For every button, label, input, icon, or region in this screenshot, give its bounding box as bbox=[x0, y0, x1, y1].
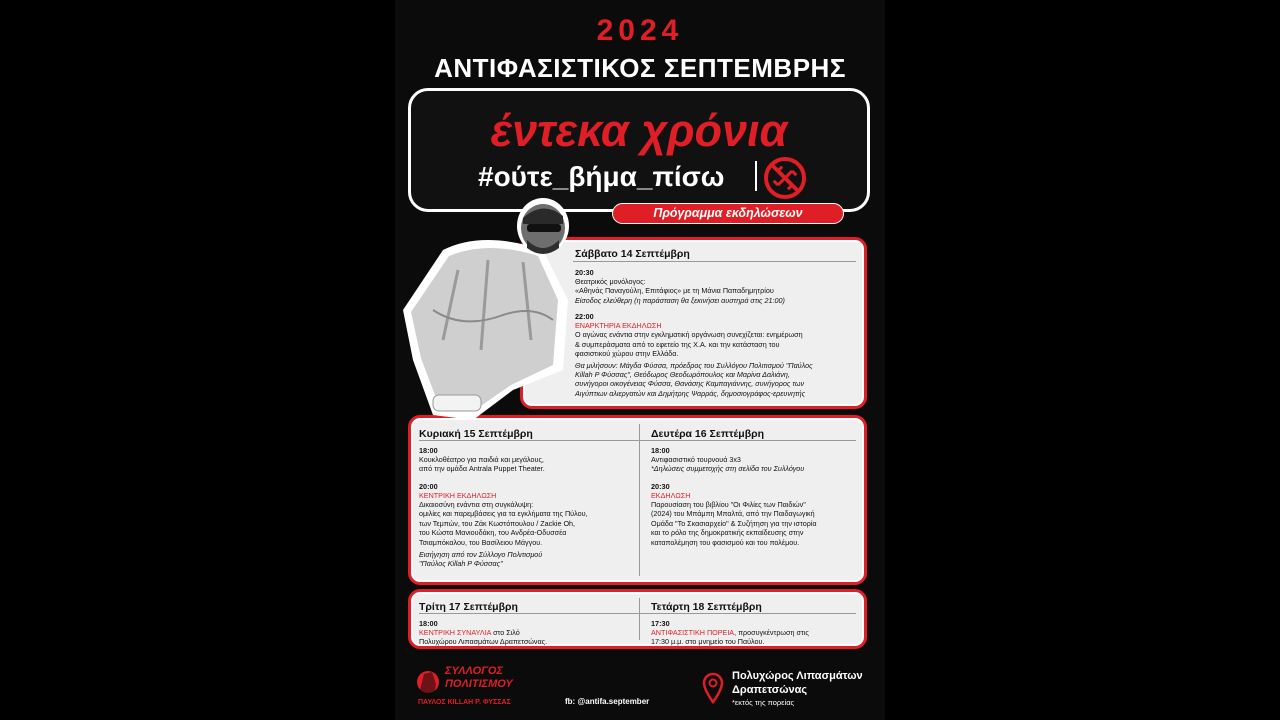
event-note: Εισήγηση από τον Σύλλογο Πολιτισμού bbox=[419, 549, 543, 559]
event-speakers: Θα μιλήσουν: Μάγδα Φύσσα, πρόεδρος του Συλλόγου Πολιτισμού "Παύλος bbox=[575, 360, 813, 370]
venue-line1: Πολυχώρος Λιπασμάτων bbox=[732, 670, 863, 682]
event-text: Ο αγώνας ενάντια στην εγκληματική οργάνωση συνεχίζεται: ενημέρωση bbox=[575, 330, 803, 340]
sunday-monday-card bbox=[408, 415, 867, 585]
event-poster bbox=[395, 0, 885, 720]
event-title: ΚΕΝΤΡΙΚΗ ΕΚΔΗΛΩΣΗ bbox=[419, 490, 497, 500]
poster-headline: ΑΝΤΙΦΑΣΙΣΤΙΚΟΣ ΣΕΠΤΕΜΒΡΗΣ bbox=[434, 53, 846, 83]
event-title: ΕΝΑΡΚΤΗΡΙΑ ΕΚΔΗΛΩΣΗ bbox=[575, 321, 662, 331]
venue-note: *εκτός της πορείας bbox=[732, 698, 795, 707]
event-text: του Κώστα Μανιουδάκη, του Ανδρέα-Οδυσσέα bbox=[419, 528, 567, 538]
event-title: ΕΚΔΗΛΩΣΗ bbox=[651, 490, 691, 500]
event-speakers: συνήγοροι οικογένειας Φύσσα, Θανάσης Καμπαγιάννης, συνήγορος των bbox=[575, 379, 805, 389]
venue-name bbox=[732, 670, 863, 698]
event-text: (2024) του Μπάμπη Μπαλτά, από την Παιδαγωγική bbox=[651, 509, 815, 519]
venue-line2: Δραπετσώνας bbox=[732, 683, 808, 696]
event-text: Θεατρικός μονόλογος: bbox=[575, 277, 646, 286]
column-divider bbox=[639, 424, 640, 576]
sunday-day: Κυριακή 15 Σεπτέμβρη bbox=[419, 428, 533, 440]
event-text: ομιλίες και παρεμβάσεις για τα εγκλήματα της Πύλου, bbox=[419, 509, 588, 519]
event-text: Αντιφασιστικό τουρνουά 3x3 bbox=[651, 455, 741, 464]
event-text: και το ρόλο της δημοκρατικής εκπαίδευσης στην bbox=[651, 528, 804, 538]
tuesday-day: Τρίτη 17 Σεπτέμβρη bbox=[419, 601, 518, 613]
logo-line1: ΣΥΛΛΟΓΟΣ bbox=[445, 665, 503, 677]
location-pin-icon bbox=[702, 672, 724, 706]
event-text: 17:30 μ.μ. στο μνημείο του Παύλου. bbox=[651, 637, 765, 647]
logo-line3: ΠΑΥΛΟΣ KILLAH P. ΦΥΣΣΑΣ bbox=[418, 699, 511, 706]
event-title: ΑΝΤΙΦΑΣΙΣΤΙΚΗ ΠΟΡΕΙΑ bbox=[651, 628, 735, 637]
event-note: "Παύλος Killah P Φύσσας" bbox=[419, 559, 503, 569]
event-time: 20:00 bbox=[419, 481, 438, 491]
event-text: των Τεμπών, του Ζάκ Κωστόπουλου / Zackie Oh, bbox=[419, 518, 576, 528]
event-text: Πολυχώρου Λιπασμάτων Δραπετσώνας. bbox=[419, 637, 548, 647]
event-text: Κουκλοθέατρο για παιδιά και μεγάλους, bbox=[419, 455, 544, 464]
event-text: Δικαιοσύνη ενάντια στη συγκάλυψη: bbox=[419, 500, 534, 510]
event-text: & συμπεράσματα από το εφετείο της Χ.Α. και την κατάσταση του bbox=[575, 339, 780, 349]
event-text: Παρουσίαση του βιβλίου "Οι Φιλίες των Παιδιών" bbox=[651, 500, 806, 510]
event-text: «Αθηνάς Παναγούλη, Επιτάφιος» με τη Μάνια Παπαδημητρίου bbox=[575, 286, 774, 296]
event-text: καταπολέμηση του φασισμού και του πολέμου. bbox=[651, 537, 800, 547]
hashtag-divider bbox=[755, 161, 757, 191]
wednesday-day: Τετάρτη 18 Σεπτέμβρη bbox=[651, 601, 762, 613]
event-note: Είσοδος ελεύθερη (η παράσταση θα ξεκινήσει αυστηρά στις 21:00) bbox=[575, 295, 785, 305]
event-note: *Δηλώσεις συμμετοχής στη σελίδα του Συλλόγου bbox=[651, 464, 805, 474]
person-photo bbox=[403, 190, 578, 420]
hashtag: #ούτε_βήμα_πίσω bbox=[478, 161, 725, 192]
event-time: 22:00 bbox=[575, 312, 594, 322]
tuesday-wednesday-card bbox=[408, 589, 867, 649]
event-time: 20:30 bbox=[575, 268, 594, 277]
event-title: ΚΕΝΤΡΙΚΗ ΣΥΝΑΥΛΙΑ bbox=[419, 628, 492, 637]
event-time: 18:00 bbox=[419, 446, 438, 455]
event-speakers: Killah P Φύσσας", Θεόδωρος Θεοδωρόπουλος και Μαρίνα Δαλιάνη, bbox=[575, 369, 790, 379]
event-text: , προσυγκέντρωση στις bbox=[734, 628, 809, 637]
hero-title: έντεκα χρόνια bbox=[490, 105, 788, 156]
program-label: Πρόγραμμα εκδηλώσεων bbox=[612, 203, 844, 224]
event-text: Ομάδα "Το Σκασιαρχείο" & Συζήτηση για την ιστορία bbox=[651, 518, 817, 528]
event-text: Τσιαμπόκαλου, του Βασίλειου Μάγγου. bbox=[419, 537, 543, 547]
logo-line2: ΠΟΛΙΤΙΣΜΟΥ bbox=[445, 678, 513, 690]
event-speakers: Αιγύπτιων αλιεργατών και Δημήτρης Ψαρράς, δημοσιογράφος-ερευνητής bbox=[575, 388, 806, 398]
divider bbox=[573, 261, 856, 262]
no-swastika-icon bbox=[763, 156, 807, 200]
event-text: στο Σιλό bbox=[491, 628, 520, 637]
event-text: φασιστικού χώρου στην Ελλάδα. bbox=[575, 349, 679, 359]
monday-day: Δευτέρα 16 Σεπτέμβρη bbox=[651, 428, 765, 440]
event-text: από την ομάδα Antrala Puppet Theater. bbox=[419, 464, 545, 474]
column-divider bbox=[639, 598, 640, 640]
event-time: 18:00 bbox=[419, 619, 438, 628]
facebook-handle: fb: @antifa.september bbox=[565, 697, 650, 706]
event-time: 18:00 bbox=[651, 446, 670, 455]
event-time: 20:30 bbox=[651, 481, 670, 491]
poster-year: 2024 bbox=[596, 14, 684, 47]
association-logo bbox=[415, 660, 525, 710]
saturday-day: Σάββατο 14 Σεπτέμβρη bbox=[575, 248, 690, 260]
event-time: 17:30 bbox=[651, 619, 670, 628]
